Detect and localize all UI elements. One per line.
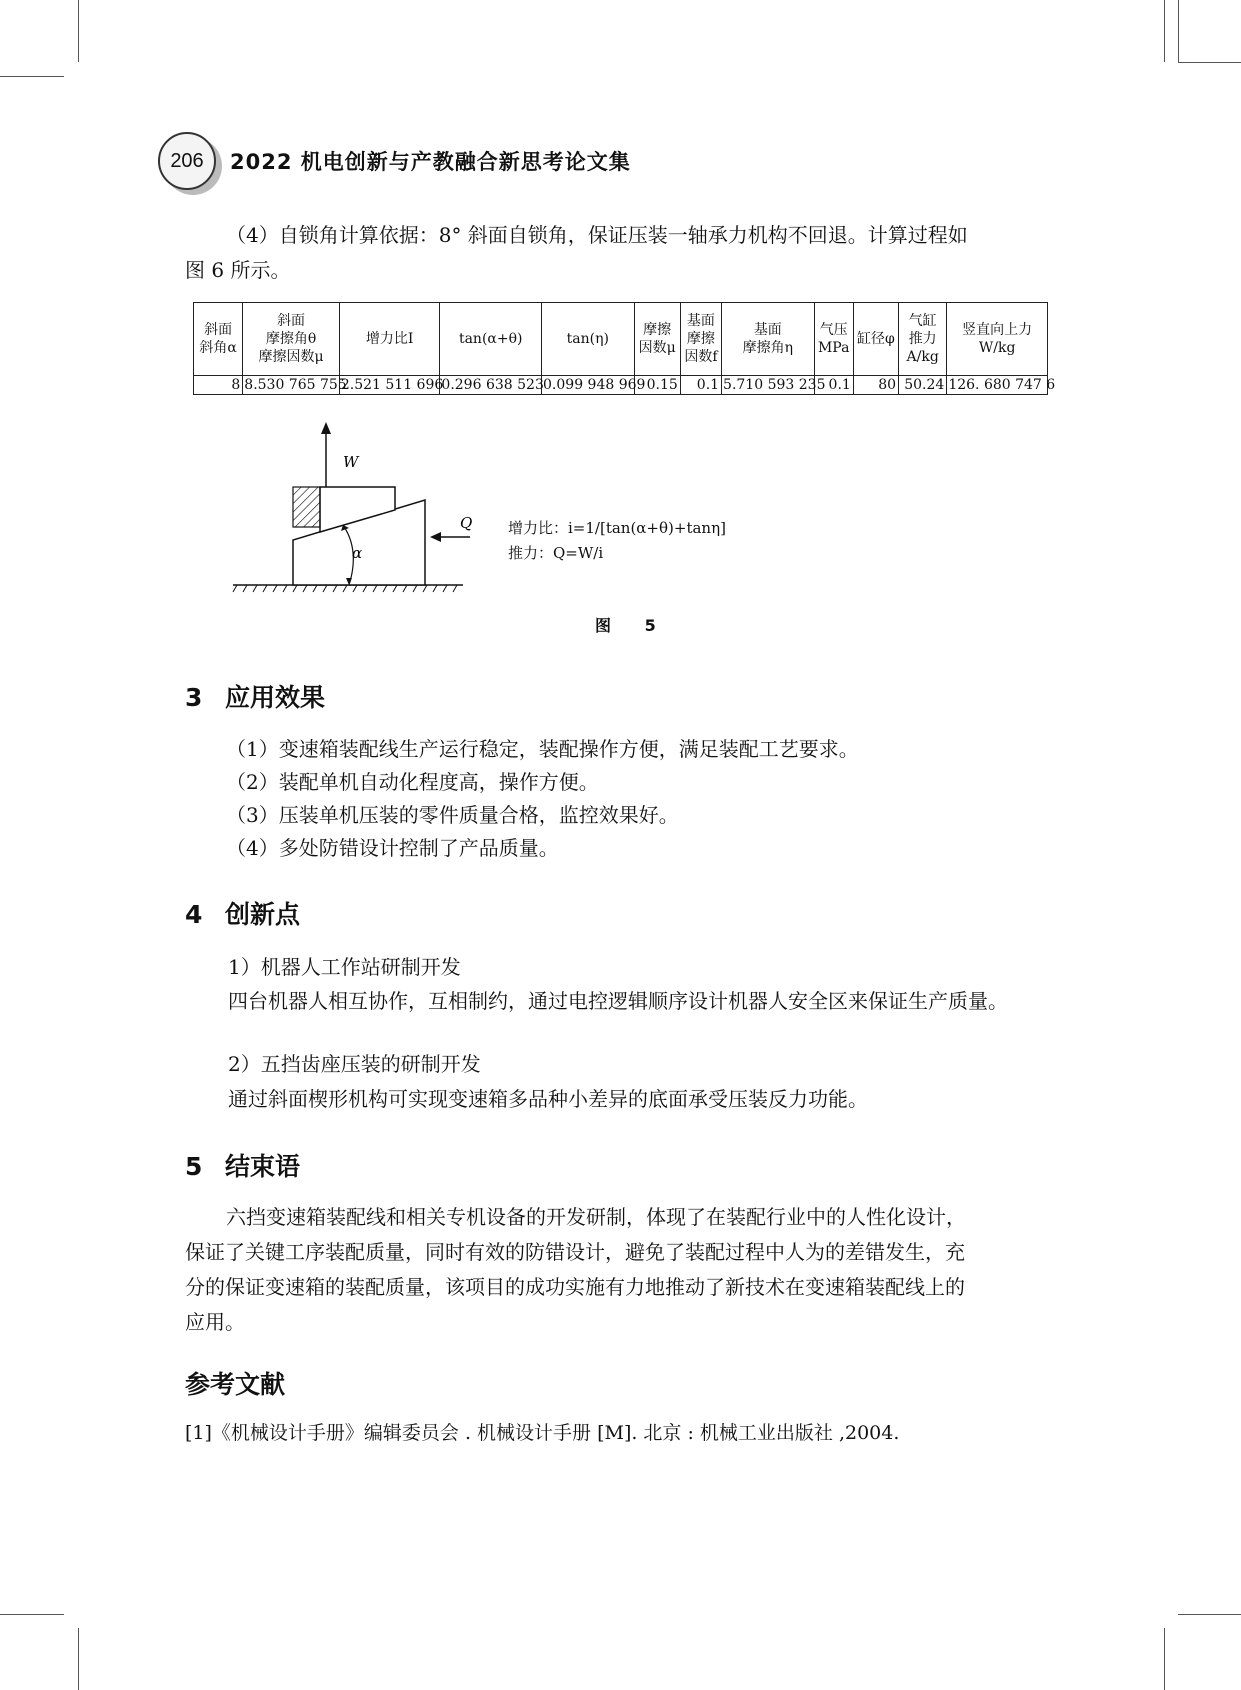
- label-alpha: α: [352, 544, 363, 562]
- section-5-heading: 5 结束语: [185, 1152, 301, 1181]
- table-cell: 0.099 948 969: [543, 377, 646, 393]
- table-cell: 0.15: [634, 376, 680, 395]
- references-heading: 参考文献: [185, 1370, 286, 1399]
- header-cell: 斜面 摩擦角θ 摩擦因数μ: [243, 303, 340, 376]
- conclusion-line: 保证了关键工序装配质量，同时有效的防错设计，避免了装配过程中人为的差错发生，充: [185, 1240, 965, 1264]
- header-cell: 竖直向上力 W/kg: [947, 303, 1048, 376]
- table-cell: 126. 680 747 6: [948, 377, 1056, 393]
- header-cell: 气缸 推力 A/kg: [899, 303, 947, 376]
- table-cell: 0.296 638 523: [441, 377, 544, 393]
- reference-item: [1]《机械设计手册》编辑委员会 . 机械设计手册 [M]. 北京 : 机械工业出版社 ,2004.: [185, 1422, 900, 1444]
- conclusion-line: 六挡变速箱装配线和相关专机设备的开发研制，体现了在装配行业中的人性化设计，: [226, 1205, 966, 1229]
- label-q: Q: [460, 514, 473, 532]
- crop-mark: [1178, 1614, 1241, 1615]
- calculation-table: [193, 302, 1056, 395]
- conclusion-line: 应用。: [185, 1310, 245, 1334]
- header-cell: 气压 MPa: [814, 303, 853, 376]
- table-cell: 8.530 765 755: [244, 377, 347, 393]
- subsection-text: 通过斜面楔形机构可实现变速箱多品种小差异的底面承受压装反力功能。: [228, 1087, 868, 1111]
- table-cell: 0.1: [680, 376, 721, 395]
- crop-mark: [1178, 0, 1179, 62]
- guide-wall: [293, 487, 320, 527]
- header-cell: tan(η): [542, 303, 635, 376]
- force-q-arrow-head: [430, 532, 441, 542]
- list-item: （1）变速箱装配线生产运行稳定，装配操作方便，满足装配工艺要求。: [226, 737, 859, 761]
- subsection-title: 2）五挡齿座压装的研制开发: [228, 1052, 481, 1076]
- crop-mark: [0, 76, 64, 77]
- intro-line-1: （4）自锁角计算依据：8° 斜面自锁角，保证压装一轴承力机构不回退。计算过程如: [226, 223, 968, 247]
- crop-mark: [0, 1614, 64, 1615]
- figure-caption: 图 5: [595, 616, 670, 635]
- list-item: （2）装配单机自动化程度高，操作方便。: [226, 770, 599, 794]
- table-cell: 80: [853, 376, 898, 395]
- table-cell: 50.24: [899, 376, 947, 395]
- table-cell: 2.521 511 696: [340, 377, 444, 393]
- header-cell: 基面 摩擦角η: [722, 303, 815, 376]
- crop-mark: [1178, 62, 1241, 63]
- wedge-mechanism-diagram: [225, 410, 475, 595]
- ground-hatching: [233, 585, 457, 592]
- section-3-heading: 3 应用效果: [185, 683, 326, 712]
- force-w-arrow-head: [321, 422, 331, 434]
- crop-mark: [78, 0, 79, 62]
- section-4-heading: 4 创新点: [185, 900, 301, 929]
- header-cell: 缸径φ: [853, 303, 898, 376]
- list-item: （3）压装单机压装的零件质量合格，监控效果好。: [226, 803, 679, 827]
- header-cell: 基面 摩擦 因数f: [680, 303, 721, 376]
- table-cell: 8: [194, 376, 243, 395]
- table-row: [194, 376, 1048, 395]
- formula-gain-ratio: 增力比：i=1/[tan(α+θ)+tanη]: [508, 519, 726, 537]
- table-cell: 0.1: [814, 376, 853, 395]
- formula-thrust: 推力：Q=W/i: [508, 544, 604, 562]
- header-cell: tan(α+θ): [440, 303, 542, 376]
- crop-mark: [1164, 1628, 1165, 1690]
- running-title: 2022 机电创新与产教融合新思考论文集: [230, 150, 631, 174]
- header-cell: 摩擦 因数μ: [634, 303, 680, 376]
- label-w: W: [343, 453, 359, 471]
- list-item: （4）多处防错设计控制了产品质量。: [226, 836, 559, 860]
- table-cell: 5.710 593 235: [723, 377, 826, 393]
- table-header-row: [194, 303, 1048, 376]
- header-cell: 斜面 斜角α: [194, 303, 243, 376]
- subsection-text: 四台机器人相互协作，互相制约，通过电控逻辑顺序设计机器人安全区来保证生产质量。: [228, 989, 1008, 1013]
- header-cell: 增力比I: [339, 303, 440, 376]
- page-number-badge: 206: [158, 132, 216, 190]
- crop-mark: [1164, 0, 1165, 62]
- conclusion-line: 分的保证变速箱的装配质量，该项目的成功实施有力地推动了新技术在变速箱装配线上的: [185, 1275, 965, 1299]
- intro-line-2: 图 6 所示。: [185, 258, 291, 282]
- crop-mark: [78, 1628, 79, 1690]
- subsection-title: 1）机器人工作站研制开发: [228, 955, 461, 979]
